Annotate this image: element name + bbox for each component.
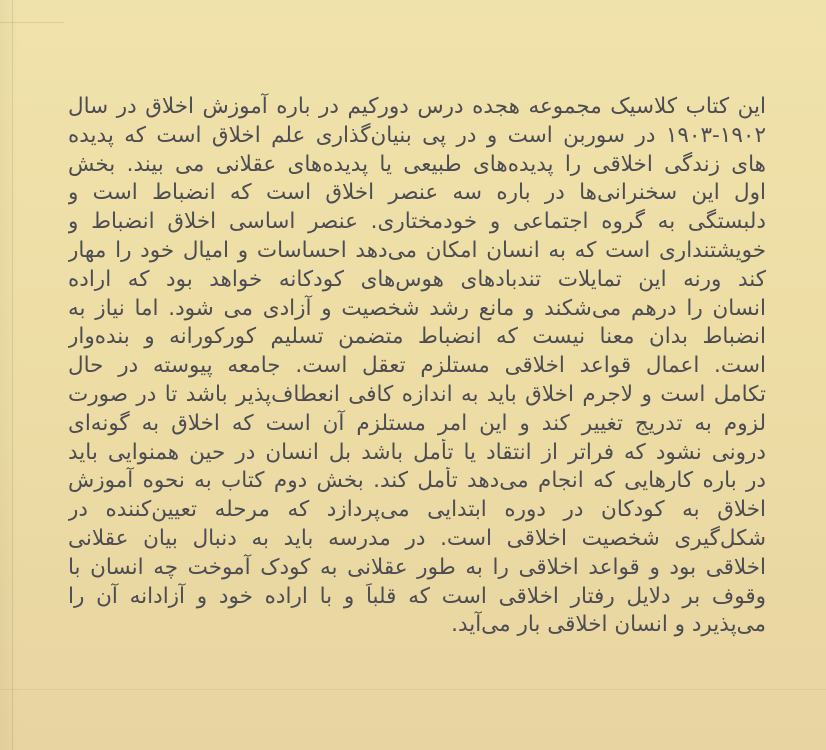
description-line: است. اعمال قواعد اخلاقی مستلزم تعقل است. جامعه پیوسته در حال: [68, 353, 766, 379]
description-line: انضباط بدان معنا نیست که انضباط متضمن تسلیم کورکورانه و بنده‌وار: [68, 324, 766, 350]
description-line: اخلاق به کودکان در دوره ابتدایی می‌پردازد که مرحله تعیین‌کننده در: [68, 497, 766, 523]
description-line: کند ورنه این تمایلات تندبادهای هوس‌های کودکانه خواهد بود که اراده: [68, 266, 766, 292]
description-line: می‌پذیرد و انسان اخلاقی بار می‌آید.: [451, 612, 766, 638]
description-line: شکل‌گیری شخصیت اخلاقی است. در مدرسه باید به دنبال بیان عقلانی: [68, 525, 766, 551]
description-line: درونی نشود که فراتر از انتقاد یا تأمل باشد بل انسان در حین همنوایی باید: [68, 439, 766, 465]
description-line: تکامل است و لاجرم اخلاق باید به اندازه کافی انعطاف‌پذیر باشد تا در صورت: [68, 381, 766, 407]
book-description: [68, 93, 766, 640]
description-line: لزوم به تدریج تغییر کند و این امر مستلزم آن است که اخلاق به گونه‌ای: [68, 410, 766, 436]
description-line: وقوف بر دلایل رفتار اخلاقی است که قلباً و با اراده خود و آزادانه آن را: [68, 583, 766, 609]
scan-crease-top: [0, 22, 64, 23]
description-line: در باره کارهایی که انجام می‌دهد تأمل کند. بخش دوم کتاب به نحوه آموزش: [68, 468, 766, 494]
description-line: خویشتنداری است که به انسان امکان می‌دهد احساسات و امیال خود را مهار: [68, 237, 766, 263]
description-line: دلبستگی به گروه اجتماعی و خودمختاری. عنصر اساسی اخلاق انضباط و: [68, 209, 766, 235]
description-line: های زندگی اخلاقی را پدیده‌های طبیعی یا پدیده‌های عقلانی می بیند. بخش: [68, 151, 766, 177]
description-line: اول این سخنرانی‌ها در باره سه عنصر اخلاق است که انضباط است و: [68, 180, 766, 206]
description-line: اخلاقی بود و قواعد اخلاقی را به طور عقلانی به کودک آموخت چه انسان با: [68, 554, 766, 580]
description-line: ۱۹۰۲‏-‏۱۹۰۳ در سوربن است و در پی بنیان‌گذاری علم اخلاق است که پدیده: [68, 122, 766, 148]
description-line: انسان را درهم می‌شکند و مانع رشد شخصیت و آزادی می شود. اما نیاز به: [68, 295, 766, 321]
description-line: این کتاب کلاسیک مجموعه هجده درس دورکیم در باره آموزش اخلاق در سال: [68, 94, 766, 119]
scan-crease-bottom: [0, 689, 826, 690]
scan-crease-vertical: [12, 0, 13, 750]
